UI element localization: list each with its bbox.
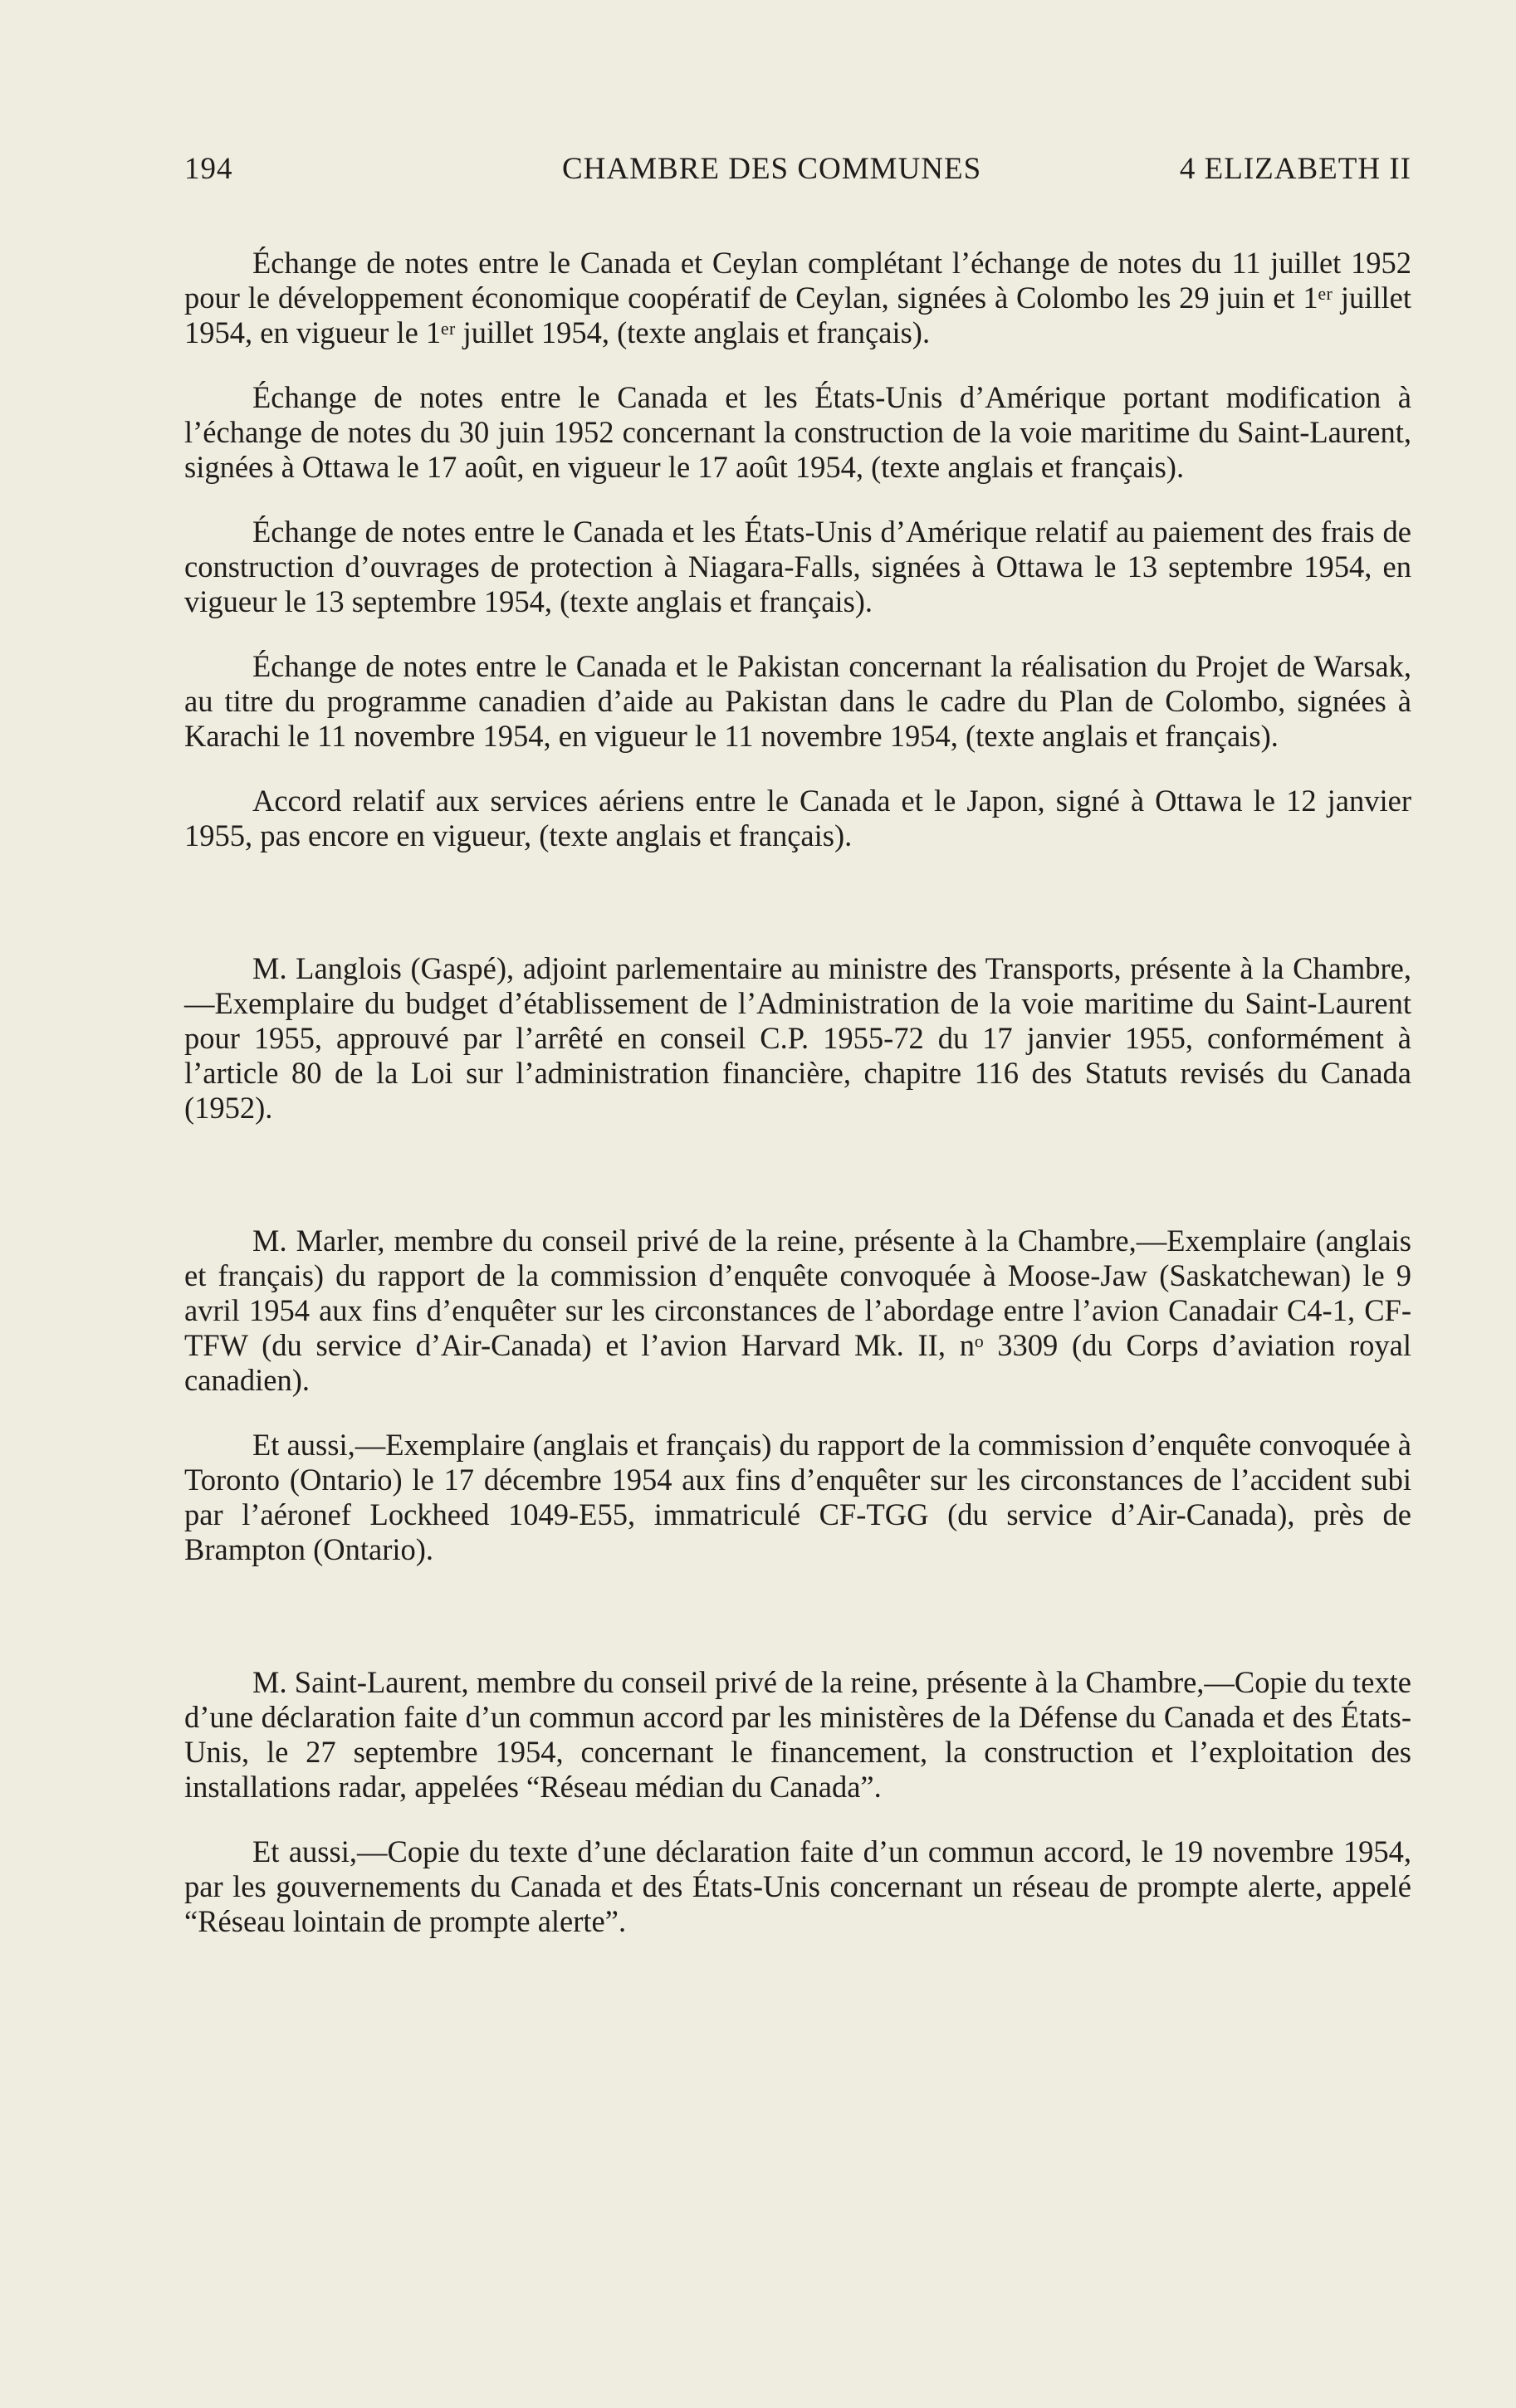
paragraph-saint-laurent: M. Saint-Laurent, membre du conseil privé de la reine, présente à la Chambre,—Copie du texte d’une déclaration faite d’un commun accord par les ministères de la Défense du Canada et des États-Unis, le 27 septembre 1954, concernant le financement, la construction et l’exploitation des installations radar, appelées “Réseau médian du Canada”. [184, 1665, 1411, 1804]
reign-label: 4 ELIZABETH II [1179, 152, 1411, 186]
running-title: CHAMBRE DES COMMUNES [562, 152, 982, 186]
body-text [184, 246, 1411, 1939]
page-header [184, 151, 1411, 193]
paragraph-ceylan: Échange de notes entre le Canada et Ceylan complétant l’échange de notes du 11 juillet 1952 pour le développement économique coopératif de Ceylan, signées à Colombo les 29 juin et 1ᵉʳ juillet 1954, en vigueur le 1ᵉʳ juillet 1954, (texte anglais et français). [184, 246, 1411, 349]
paragraph-japon: Accord relatif aux services aériens entre le Canada et le Japon, signé à Ottawa le 12 janvier 1955, pas encore en vigueur, (texte anglais et français). [184, 784, 1411, 852]
paragraph-warsak: Échange de notes entre le Canada et le Pakistan concernant la réalisation du Projet de Warsak, au titre du programme canadien d’aide au Pakistan dans le cadre du Plan de Colombo, signées à Karachi le 11 novembre 1954, en vigueur le 11 novembre 1954, (texte anglais et français). [184, 649, 1411, 753]
paragraph-voie-maritime: Échange de notes entre le Canada et les États-Unis d’Amérique portant modification à l’échange de notes du 30 juin 1952 concernant la construction de la voie maritime du Saint-Laurent, signées à Ottawa le 17 août, en vigueur le 17 août 1954, (texte anglais et français). [184, 380, 1411, 484]
paragraph-niagara: Échange de notes entre le Canada et les États-Unis d’Amérique relatif au paiement des frais de construction d’ouvrages de protection à Niagara-Falls, signées à Ottawa le 13 septembre 1954, en vigueur le 13 septembre 1954, (texte anglais et français). [184, 515, 1411, 618]
paragraph-marler: M. Marler, membre du conseil privé de la reine, présente à la Chambre,—Exemplaire (anglais et français) du rapport de la commission d’enquête convoquée à Moose-Jaw (Saskatchewan) le 9 avril 1954 aux fins d’enquêter sur les circonstances de l’abordage entre l’avion Canadair C4-1, CF-TFW (du service d’Air-Canada) et l’avion Harvard Mk. II, nᵒ 3309 (du Corps d’aviation royal canadien). [184, 1224, 1411, 1397]
paragraph-langlois: M. Langlois (Gaspé), adjoint parlementaire au ministre des Transports, présente à la Chambre,—Exemplaire du budget d’établissement de l’Administration de la voie maritime du Saint-Laurent pour 1955, approuvé par l’arrêté en conseil C.P. 1955-72 du 17 janvier 1955, conformément à l’article 80 de la Loi sur l’administration financière, chapitre 116 des Statuts revisés du Canada (1952). [184, 951, 1411, 1125]
page-number: 194 [184, 152, 233, 186]
paragraph-toronto: Et aussi,—Exemplaire (anglais et français) du rapport de la commission d’enquête convoquée à Toronto (Ontario) le 17 décembre 1954 aux fins d’enquêter sur les circonstances de l’accident subi par l’aéronef Lockheed 1049-E55, immatriculé CF-TGG (du service d’Air-Canada), près de Brampton (Ontario). [184, 1428, 1411, 1566]
paragraph-prompte-alerte: Et aussi,—Copie du texte d’une déclaration faite d’un commun accord, le 19 novembre 1954, par les gouvernements du Canada et des États-Unis concernant un réseau de prompte alerte, appelé “Réseau lointain de prompte alerte”. [184, 1834, 1411, 1938]
